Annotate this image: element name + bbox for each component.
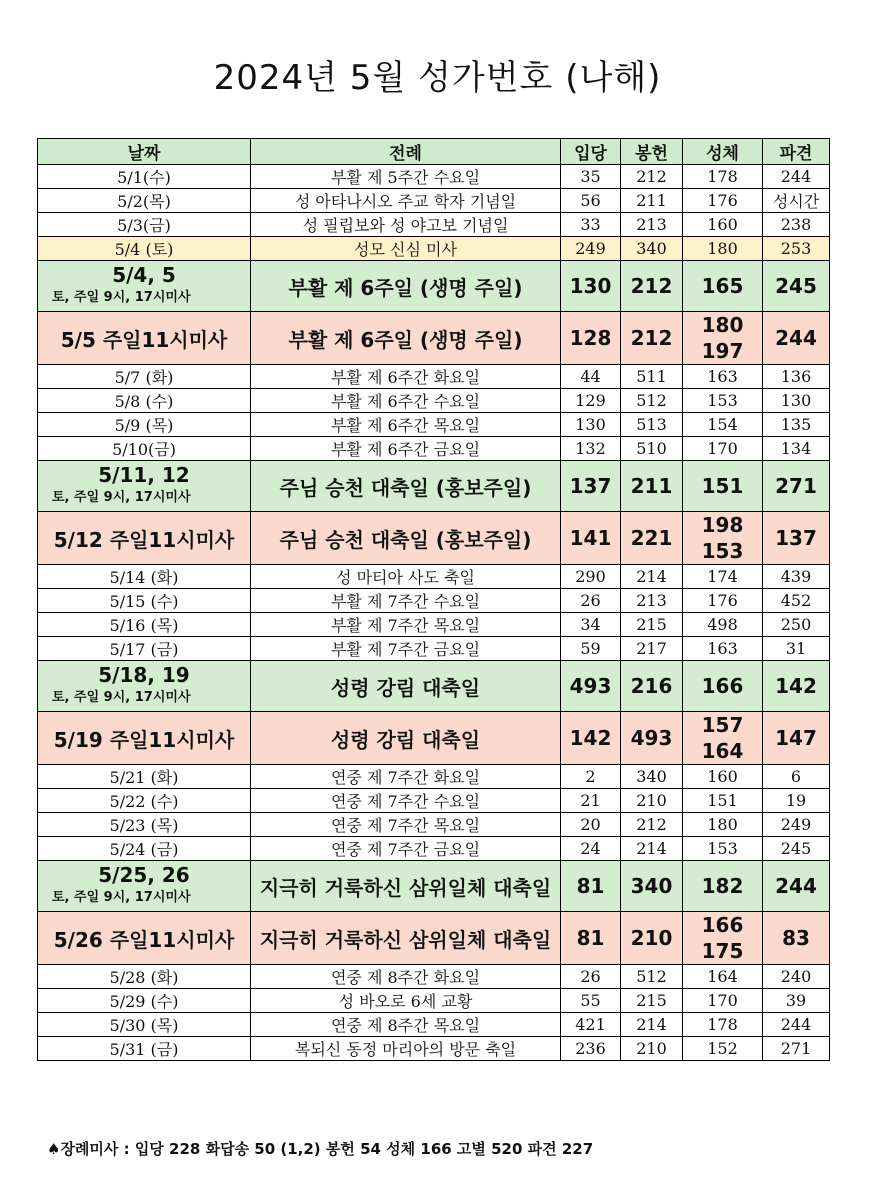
offertory-cell: 512	[621, 965, 683, 989]
offertory-cell: 210	[621, 1037, 683, 1061]
dismissal-cell: 39	[763, 989, 830, 1013]
dismissal-cell: 135	[763, 413, 830, 437]
dismissal-cell: 244	[763, 165, 830, 189]
header-liturgy: 전례	[251, 139, 561, 165]
date-cell: 5/1(수)	[38, 165, 251, 189]
liturgy-cell: 성 바오로 6세 교황	[251, 989, 561, 1013]
communion-cell: 174	[683, 565, 763, 589]
date-cell: 5/28 (화)	[38, 965, 251, 989]
dismissal-cell: 238	[763, 213, 830, 237]
date-cell: 5/16 (목)	[38, 613, 251, 637]
communion-cell: 153	[683, 837, 763, 861]
table-row	[38, 765, 830, 789]
date-mass-times: 토, 주일 9시, 17시미사	[52, 290, 191, 305]
table-row	[38, 589, 830, 613]
entrance-cell: 141	[561, 512, 621, 565]
offertory-cell: 213	[621, 589, 683, 613]
table-row	[38, 413, 830, 437]
offertory-cell: 211	[621, 461, 683, 512]
communion-cell: 170	[683, 437, 763, 461]
communion-number: 180	[701, 313, 744, 337]
communion-cell	[683, 912, 763, 965]
communion-number: 157	[701, 713, 744, 737]
date-cell: 5/26 주일11시미사	[38, 912, 251, 965]
entrance-cell: 26	[561, 589, 621, 613]
entrance-cell: 56	[561, 189, 621, 213]
offertory-cell: 212	[621, 312, 683, 365]
offertory-cell: 212	[621, 165, 683, 189]
offertory-cell: 210	[621, 912, 683, 965]
date-main: 5/4, 5	[112, 263, 176, 287]
date-cell: 5/7 (화)	[38, 365, 251, 389]
date-cell: 5/17 (금)	[38, 637, 251, 661]
table-row	[38, 837, 830, 861]
date-cell: 5/24 (금)	[38, 837, 251, 861]
entrance-cell: 249	[561, 237, 621, 261]
communion-cell: 163	[683, 637, 763, 661]
header-entrance: 입당	[561, 139, 621, 165]
date-cell: 5/5 주일11시미사	[38, 312, 251, 365]
date-cell: 5/30 (목)	[38, 1013, 251, 1037]
date-cell	[38, 461, 251, 512]
date-cell: 5/21 (화)	[38, 765, 251, 789]
offertory-cell: 212	[621, 261, 683, 312]
communion-cell: 163	[683, 365, 763, 389]
liturgy-cell: 성령 강림 대축일	[251, 712, 561, 765]
liturgy-cell: 부활 제 7주간 수요일	[251, 589, 561, 613]
liturgy-cell: 부활 제 6주간 금요일	[251, 437, 561, 461]
dismissal-cell: 142	[763, 661, 830, 712]
table-row	[38, 437, 830, 461]
dismissal-cell: 452	[763, 589, 830, 613]
entrance-cell: 33	[561, 213, 621, 237]
table-row	[38, 1013, 830, 1037]
offertory-cell: 340	[621, 237, 683, 261]
entrance-cell: 24	[561, 837, 621, 861]
liturgy-cell: 부활 제 7주간 금요일	[251, 637, 561, 661]
entrance-cell: 81	[561, 861, 621, 912]
header-communion: 성체	[683, 139, 763, 165]
communion-cell: 176	[683, 589, 763, 613]
offertory-cell: 214	[621, 565, 683, 589]
communion-cell: 164	[683, 965, 763, 989]
offertory-cell: 510	[621, 437, 683, 461]
offertory-cell: 213	[621, 213, 683, 237]
table-row	[38, 365, 830, 389]
dismissal-cell: 31	[763, 637, 830, 661]
offertory-cell: 212	[621, 813, 683, 837]
date-cell: 5/3(금)	[38, 213, 251, 237]
date-cell: 5/15 (수)	[38, 589, 251, 613]
communion-cell: 160	[683, 765, 763, 789]
date-cell: 5/4 (토)	[38, 237, 251, 261]
table-row	[38, 712, 830, 765]
entrance-cell: 81	[561, 912, 621, 965]
table-row	[38, 637, 830, 661]
communion-cell: 165	[683, 261, 763, 312]
liturgy-cell: 지극히 거룩하신 삼위일체 대축일	[251, 912, 561, 965]
dismissal-cell: 250	[763, 613, 830, 637]
liturgy-cell: 성 필립보와 성 야고보 기념일	[251, 213, 561, 237]
communion-cell: 178	[683, 1013, 763, 1037]
offertory-cell: 210	[621, 789, 683, 813]
communion-cell: 182	[683, 861, 763, 912]
table-row	[38, 189, 830, 213]
offertory-cell: 340	[621, 861, 683, 912]
date-cell: 5/22 (수)	[38, 789, 251, 813]
communion-number: 164	[701, 739, 744, 763]
entrance-cell: 421	[561, 1013, 621, 1037]
date-cell: 5/31 (금)	[38, 1037, 251, 1061]
entrance-cell: 132	[561, 437, 621, 461]
offertory-cell: 214	[621, 837, 683, 861]
date-cell: 5/14 (화)	[38, 565, 251, 589]
offertory-cell: 221	[621, 512, 683, 565]
liturgy-cell: 부활 제 6주일 (생명 주일)	[251, 312, 561, 365]
date-cell: 5/9 (목)	[38, 413, 251, 437]
entrance-cell: 290	[561, 565, 621, 589]
dismissal-cell: 249	[763, 813, 830, 837]
entrance-cell: 128	[561, 312, 621, 365]
page-title: 2024년 5월 성가번호 (나해)	[213, 58, 662, 98]
date-cell: 5/19 주일11시미사	[38, 712, 251, 765]
liturgy-cell: 성 아타나시오 주교 학자 기념일	[251, 189, 561, 213]
communion-cell	[683, 712, 763, 765]
entrance-cell: 35	[561, 165, 621, 189]
liturgy-cell: 부활 제 5주간 수요일	[251, 165, 561, 189]
date-main: 5/11, 12	[98, 463, 190, 487]
communion-cell: 176	[683, 189, 763, 213]
table-row	[38, 565, 830, 589]
liturgy-cell: 성령 강림 대축일	[251, 661, 561, 712]
dismissal-cell: 244	[763, 861, 830, 912]
table-row	[38, 461, 830, 512]
offertory-cell: 512	[621, 389, 683, 413]
liturgy-cell: 지극히 거룩하신 삼위일체 대축일	[251, 861, 561, 912]
liturgy-cell: 주님 승천 대축일 (홍보주일)	[251, 461, 561, 512]
dismissal-cell: 244	[763, 312, 830, 365]
offertory-cell: 215	[621, 613, 683, 637]
entrance-cell: 21	[561, 789, 621, 813]
communion-cell: 180	[683, 813, 763, 837]
hymn-table	[37, 138, 830, 1061]
dismissal-cell: 130	[763, 389, 830, 413]
date-cell	[38, 261, 251, 312]
header-date: 날짜	[38, 139, 251, 165]
liturgy-cell: 연중 제 7주간 금요일	[251, 837, 561, 861]
date-mass-times: 토, 주일 9시, 17시미사	[52, 890, 191, 905]
liturgy-cell: 연중 제 7주간 화요일	[251, 765, 561, 789]
dismissal-cell: 성시간	[763, 189, 830, 213]
table-row	[38, 237, 830, 261]
date-mass-times: 토, 주일 9시, 17시미사	[52, 490, 191, 505]
entrance-cell: 129	[561, 389, 621, 413]
dismissal-cell: 271	[763, 1037, 830, 1061]
liturgy-cell: 부활 제 6주일 (생명 주일)	[251, 261, 561, 312]
table-row	[38, 661, 830, 712]
entrance-cell: 44	[561, 365, 621, 389]
dismissal-cell: 240	[763, 965, 830, 989]
liturgy-cell: 연중 제 7주간 수요일	[251, 789, 561, 813]
table-row	[38, 789, 830, 813]
date-mass-times: 토, 주일 9시, 17시미사	[52, 690, 191, 705]
liturgy-cell: 연중 제 7주간 목요일	[251, 813, 561, 837]
dismissal-cell: 136	[763, 365, 830, 389]
communion-number: 175	[701, 939, 744, 963]
table-row	[38, 213, 830, 237]
table-row	[38, 261, 830, 312]
communion-cell	[683, 312, 763, 365]
date-main: 5/18, 19	[98, 663, 190, 687]
communion-number: 197	[701, 339, 744, 363]
communion-cell: 180	[683, 237, 763, 261]
entrance-cell: 2	[561, 765, 621, 789]
communion-cell: 170	[683, 989, 763, 1013]
offertory-cell: 340	[621, 765, 683, 789]
table-row	[38, 965, 830, 989]
entrance-cell: 493	[561, 661, 621, 712]
communion-cell: 154	[683, 413, 763, 437]
offertory-cell: 216	[621, 661, 683, 712]
table-row	[38, 389, 830, 413]
date-cell: 5/12 주일11시미사	[38, 512, 251, 565]
date-cell: 5/2(목)	[38, 189, 251, 213]
dismissal-cell: 19	[763, 789, 830, 813]
table-row	[38, 989, 830, 1013]
entrance-cell: 130	[561, 261, 621, 312]
communion-cell	[683, 512, 763, 565]
date-cell: 5/10(금)	[38, 437, 251, 461]
liturgy-cell: 연중 제 8주간 화요일	[251, 965, 561, 989]
entrance-cell: 26	[561, 965, 621, 989]
entrance-cell: 55	[561, 989, 621, 1013]
date-main: 5/25, 26	[98, 863, 190, 887]
liturgy-cell: 복되신 동정 마리아의 방문 축일	[251, 1037, 561, 1061]
liturgy-cell: 성모 신심 미사	[251, 237, 561, 261]
communion-cell: 153	[683, 389, 763, 413]
communion-number: 153	[701, 539, 744, 563]
dismissal-cell: 6	[763, 765, 830, 789]
communion-cell: 166	[683, 661, 763, 712]
liturgy-cell: 성 마티아 사도 축일	[251, 565, 561, 589]
offertory-cell: 211	[621, 189, 683, 213]
liturgy-cell: 주님 승천 대축일 (홍보주일)	[251, 512, 561, 565]
communion-cell: 178	[683, 165, 763, 189]
communion-number: 166	[701, 913, 744, 937]
dismissal-cell: 271	[763, 461, 830, 512]
entrance-cell: 130	[561, 413, 621, 437]
offertory-cell: 493	[621, 712, 683, 765]
table-row	[38, 165, 830, 189]
offertory-cell: 215	[621, 989, 683, 1013]
communion-cell: 498	[683, 613, 763, 637]
date-cell	[38, 861, 251, 912]
liturgy-cell: 연중 제 8주간 목요일	[251, 1013, 561, 1037]
offertory-cell: 513	[621, 413, 683, 437]
liturgy-cell: 부활 제 6주간 수요일	[251, 389, 561, 413]
dismissal-cell: 245	[763, 261, 830, 312]
table-row	[38, 813, 830, 837]
date-cell: 5/29 (수)	[38, 989, 251, 1013]
funeral-mass-note: ♠장례미사 : 입당 228 화답송 50 (1,2) 봉헌 54 성체 166 고별 520 파견 227	[47, 1140, 594, 1158]
table-header-row	[38, 139, 830, 165]
header-offertory: 봉헌	[621, 139, 683, 165]
header-dismissal: 파견	[763, 139, 830, 165]
liturgy-cell: 부활 제 6주간 화요일	[251, 365, 561, 389]
offertory-cell: 511	[621, 365, 683, 389]
table-row	[38, 1037, 830, 1061]
date-cell: 5/8 (수)	[38, 389, 251, 413]
communion-cell: 152	[683, 1037, 763, 1061]
dismissal-cell: 253	[763, 237, 830, 261]
entrance-cell: 142	[561, 712, 621, 765]
dismissal-cell: 134	[763, 437, 830, 461]
date-cell: 5/23 (목)	[38, 813, 251, 837]
dismissal-cell: 244	[763, 1013, 830, 1037]
communion-cell: 151	[683, 789, 763, 813]
table-row	[38, 861, 830, 912]
table-body	[38, 165, 830, 1061]
table-row	[38, 613, 830, 637]
table-row	[38, 312, 830, 365]
entrance-cell: 34	[561, 613, 621, 637]
offertory-cell: 214	[621, 1013, 683, 1037]
communion-cell: 160	[683, 213, 763, 237]
entrance-cell: 20	[561, 813, 621, 837]
table-row	[38, 512, 830, 565]
dismissal-cell: 439	[763, 565, 830, 589]
dismissal-cell: 147	[763, 712, 830, 765]
communion-cell: 151	[683, 461, 763, 512]
dismissal-cell: 137	[763, 512, 830, 565]
liturgy-cell: 부활 제 6주간 목요일	[251, 413, 561, 437]
date-cell	[38, 661, 251, 712]
table-row	[38, 912, 830, 965]
entrance-cell: 236	[561, 1037, 621, 1061]
entrance-cell: 59	[561, 637, 621, 661]
dismissal-cell: 245	[763, 837, 830, 861]
liturgy-cell: 부활 제 7주간 목요일	[251, 613, 561, 637]
entrance-cell: 137	[561, 461, 621, 512]
dismissal-cell: 83	[763, 912, 830, 965]
communion-number: 198	[701, 513, 744, 537]
offertory-cell: 217	[621, 637, 683, 661]
